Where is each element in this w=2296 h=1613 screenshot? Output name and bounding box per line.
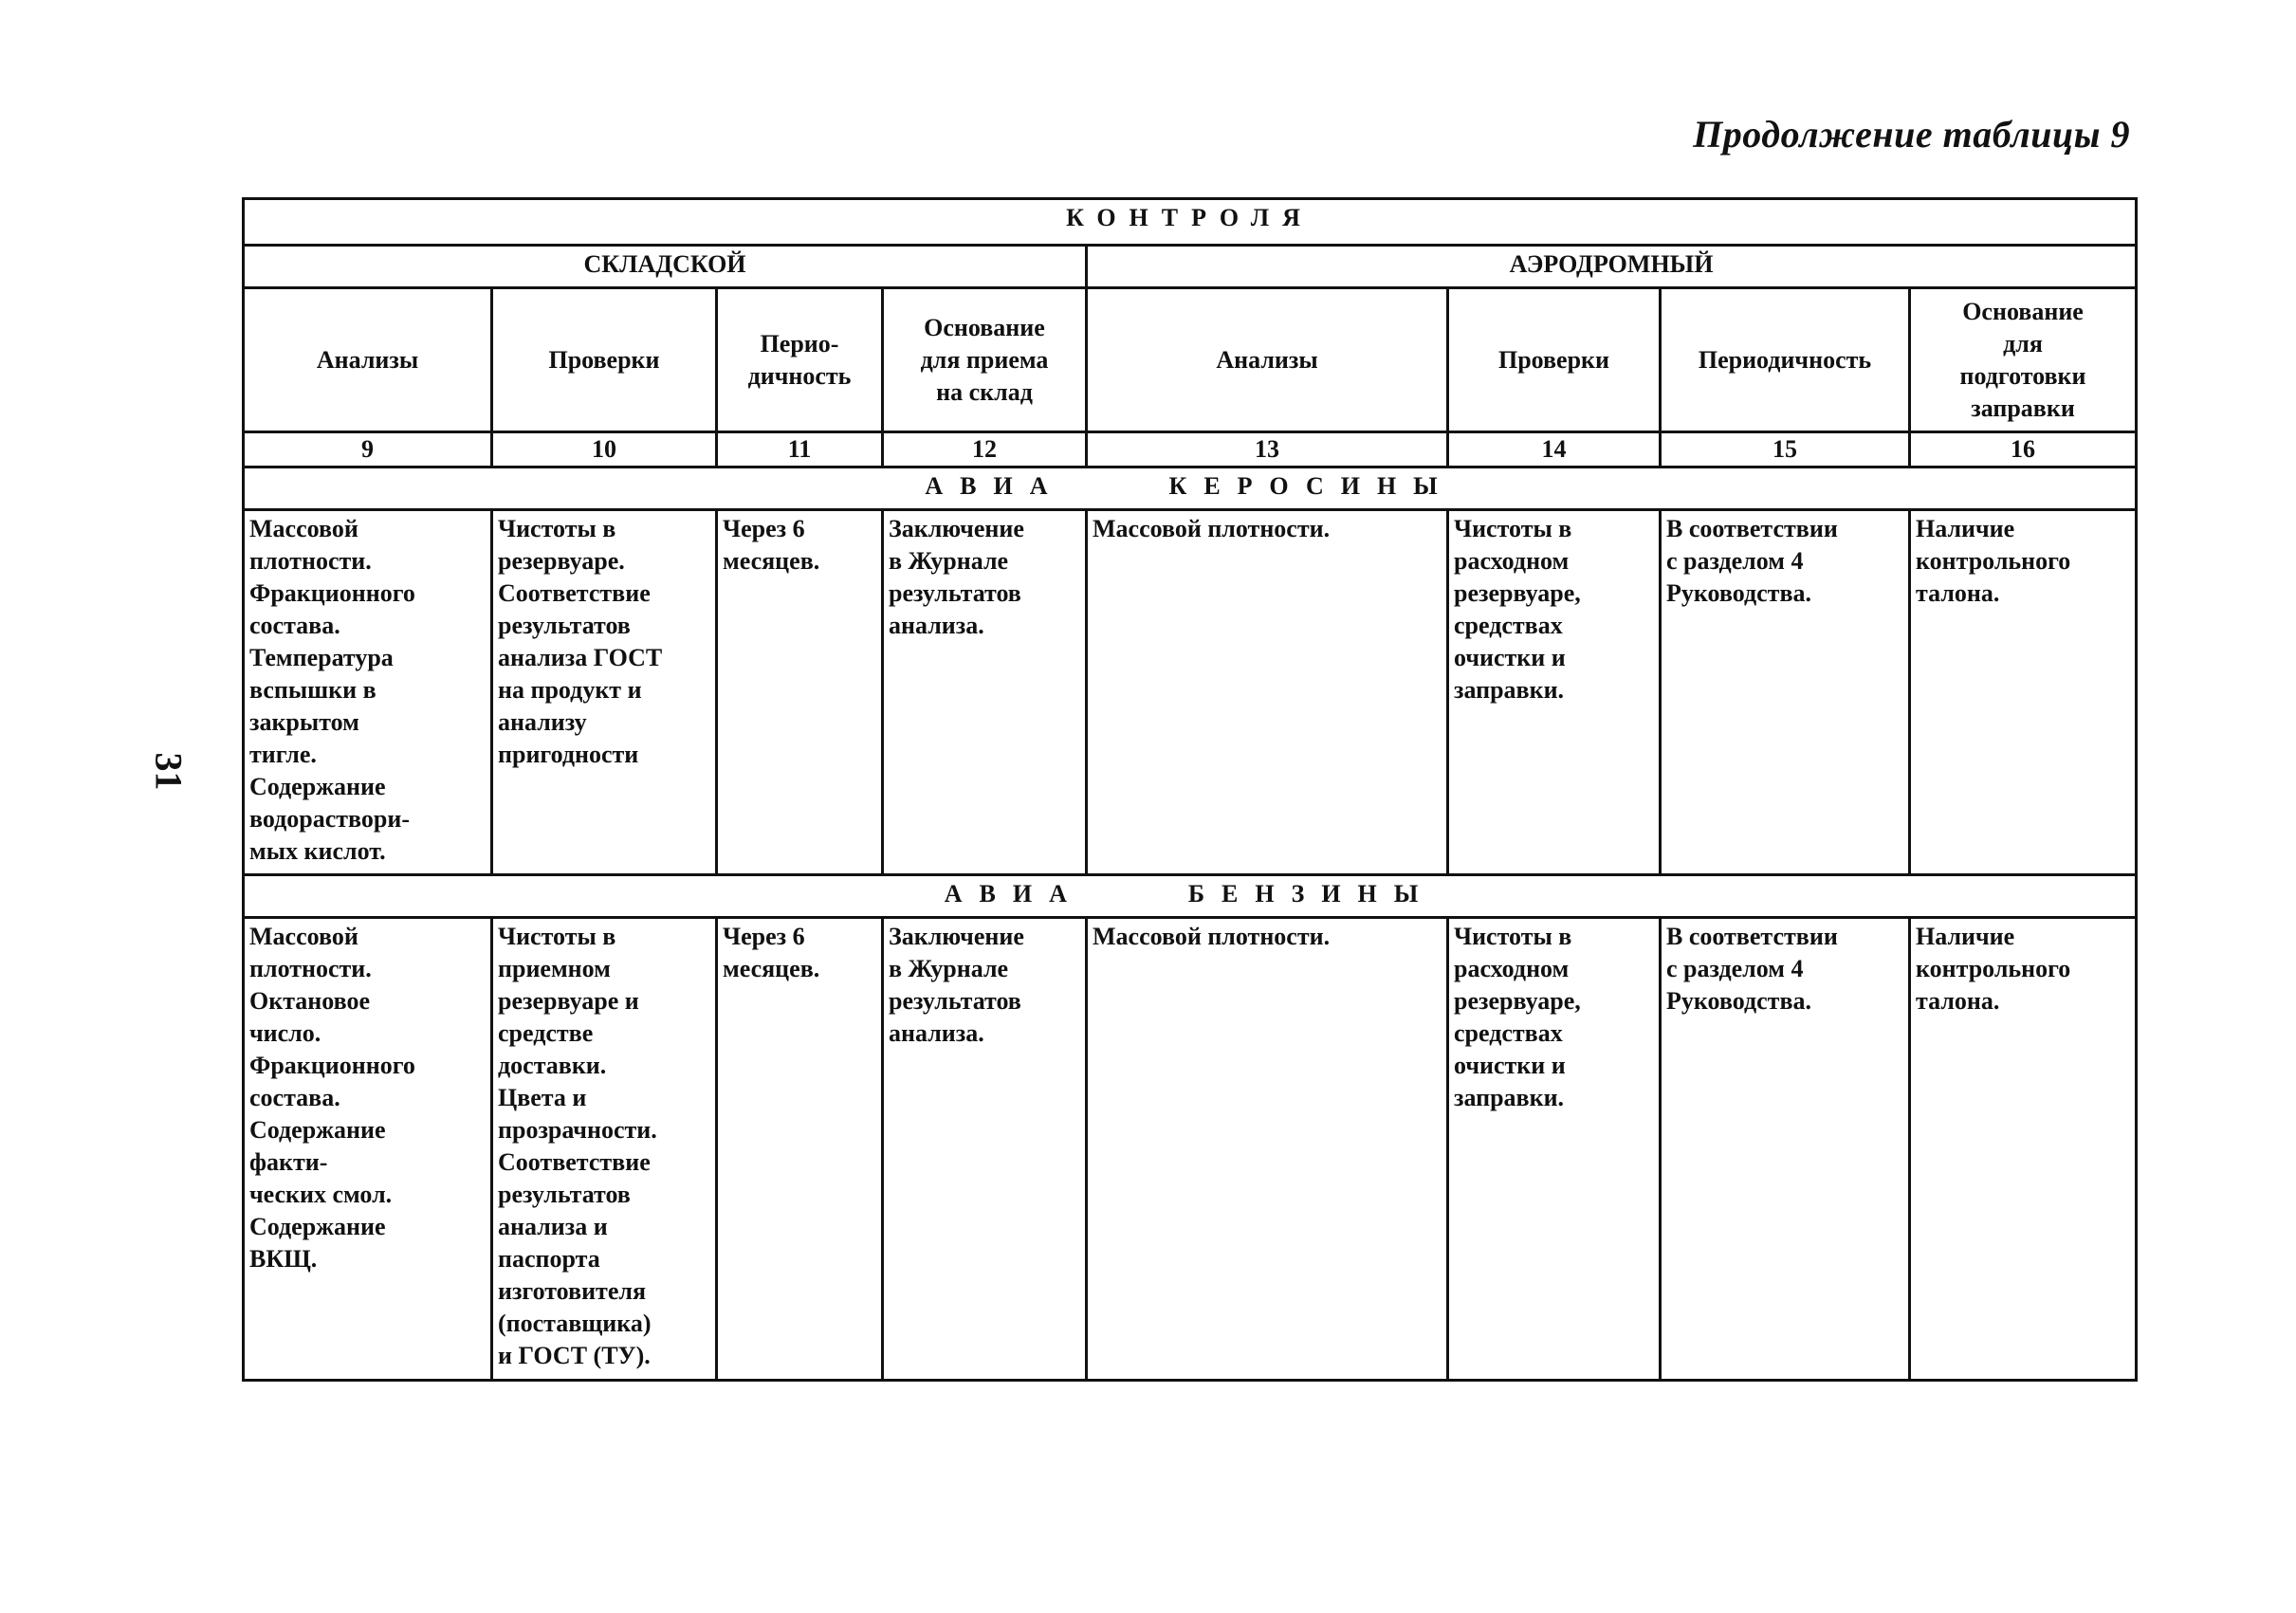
section-header-gasoline — [244, 875, 2137, 918]
column-number: 11 — [717, 432, 883, 467]
section-title-a: АВИА — [944, 880, 1084, 907]
section-title-b: БЕНЗИНЫ — [1187, 880, 1436, 907]
column-header: Периодичность — [1661, 288, 1910, 432]
table-cell: В соответствии с разделом 4 Руководства. — [1661, 510, 1910, 875]
table-cell: Через 6 месяцев. — [717, 510, 883, 875]
table-cell: Массовой плотности. Фракционного состава. Температура вспышки в закрытом тигле. Содержание водораствори- мых кислот. — [244, 510, 492, 875]
column-number: 13 — [1087, 432, 1448, 467]
column-header: Перио- дичность — [717, 288, 883, 432]
section-header-kerosene — [244, 467, 2137, 510]
column-header: Основание для приема на склад — [883, 288, 1087, 432]
page-title: Продолжение таблицы 9 — [1693, 113, 2130, 156]
group-warehouse: СКЛАДСКОЙ — [244, 246, 1087, 288]
table-row — [244, 918, 2137, 1381]
table-cell: Массовой плотности. Октановое число. Фракционного состава. Содержание факти- ческих смол. Содержание ВКЩ. — [244, 918, 492, 1381]
table-caption-text: КОНТРОЛЯ — [1066, 204, 1313, 231]
column-number: 14 — [1448, 432, 1661, 467]
section-title-a: АВИА — [925, 472, 1065, 500]
table-cell: Чистоты в расходном резервуаре, средствах очистки и заправки. — [1448, 918, 1661, 1381]
table-cell: Заключение в Журнале результатов анализа. — [883, 510, 1087, 875]
column-number: 12 — [883, 432, 1087, 467]
table — [242, 197, 2138, 1382]
control-table — [242, 197, 2135, 1382]
table-cell: Массовой плотности. — [1087, 510, 1448, 875]
column-number: 10 — [492, 432, 717, 467]
column-header: Проверки — [492, 288, 717, 432]
column-header: Основание для подготовки заправки — [1910, 288, 2137, 432]
page-number: 31 — [147, 752, 191, 791]
table-cell: Чистоты в приемном резервуаре и средстве доставки. Цвета и прозрачности. Соответствие результатов анализа и паспорта изготовителя (поставщика) и ГОСТ (ТУ). — [492, 918, 717, 1381]
table-cell: Чистоты в расходном резервуаре, средствах очистки и заправки. — [1448, 510, 1661, 875]
column-number: 15 — [1661, 432, 1910, 467]
column-number: 9 — [244, 432, 492, 467]
column-number: 16 — [1910, 432, 2137, 467]
table-cell: Заключение в Журнале результатов анализа. — [883, 918, 1087, 1381]
table-cell: Массовой плотности. — [1087, 918, 1448, 1381]
table-cell: Наличие контрольного талона. — [1910, 918, 2137, 1381]
table-row — [244, 510, 2137, 875]
table-cell: В соответствии с разделом 4 Руководства. — [1661, 918, 1910, 1381]
table-cell: Наличие контрольного талона. — [1910, 510, 2137, 875]
column-header: Проверки — [1448, 288, 1661, 432]
table-caption — [244, 199, 2137, 246]
table-cell: Через 6 месяцев. — [717, 918, 883, 1381]
table-cell: Чистоты в резервуаре. Соответствие результатов анализа ГОСТ на продукт и анализу пригодности — [492, 510, 717, 875]
section-title-b: КЕРОСИНЫ — [1168, 472, 1455, 500]
group-airfield: АЭРОДРОМНЫЙ — [1087, 246, 2137, 288]
column-header: Анализы — [244, 288, 492, 432]
column-header: Анализы — [1087, 288, 1448, 432]
